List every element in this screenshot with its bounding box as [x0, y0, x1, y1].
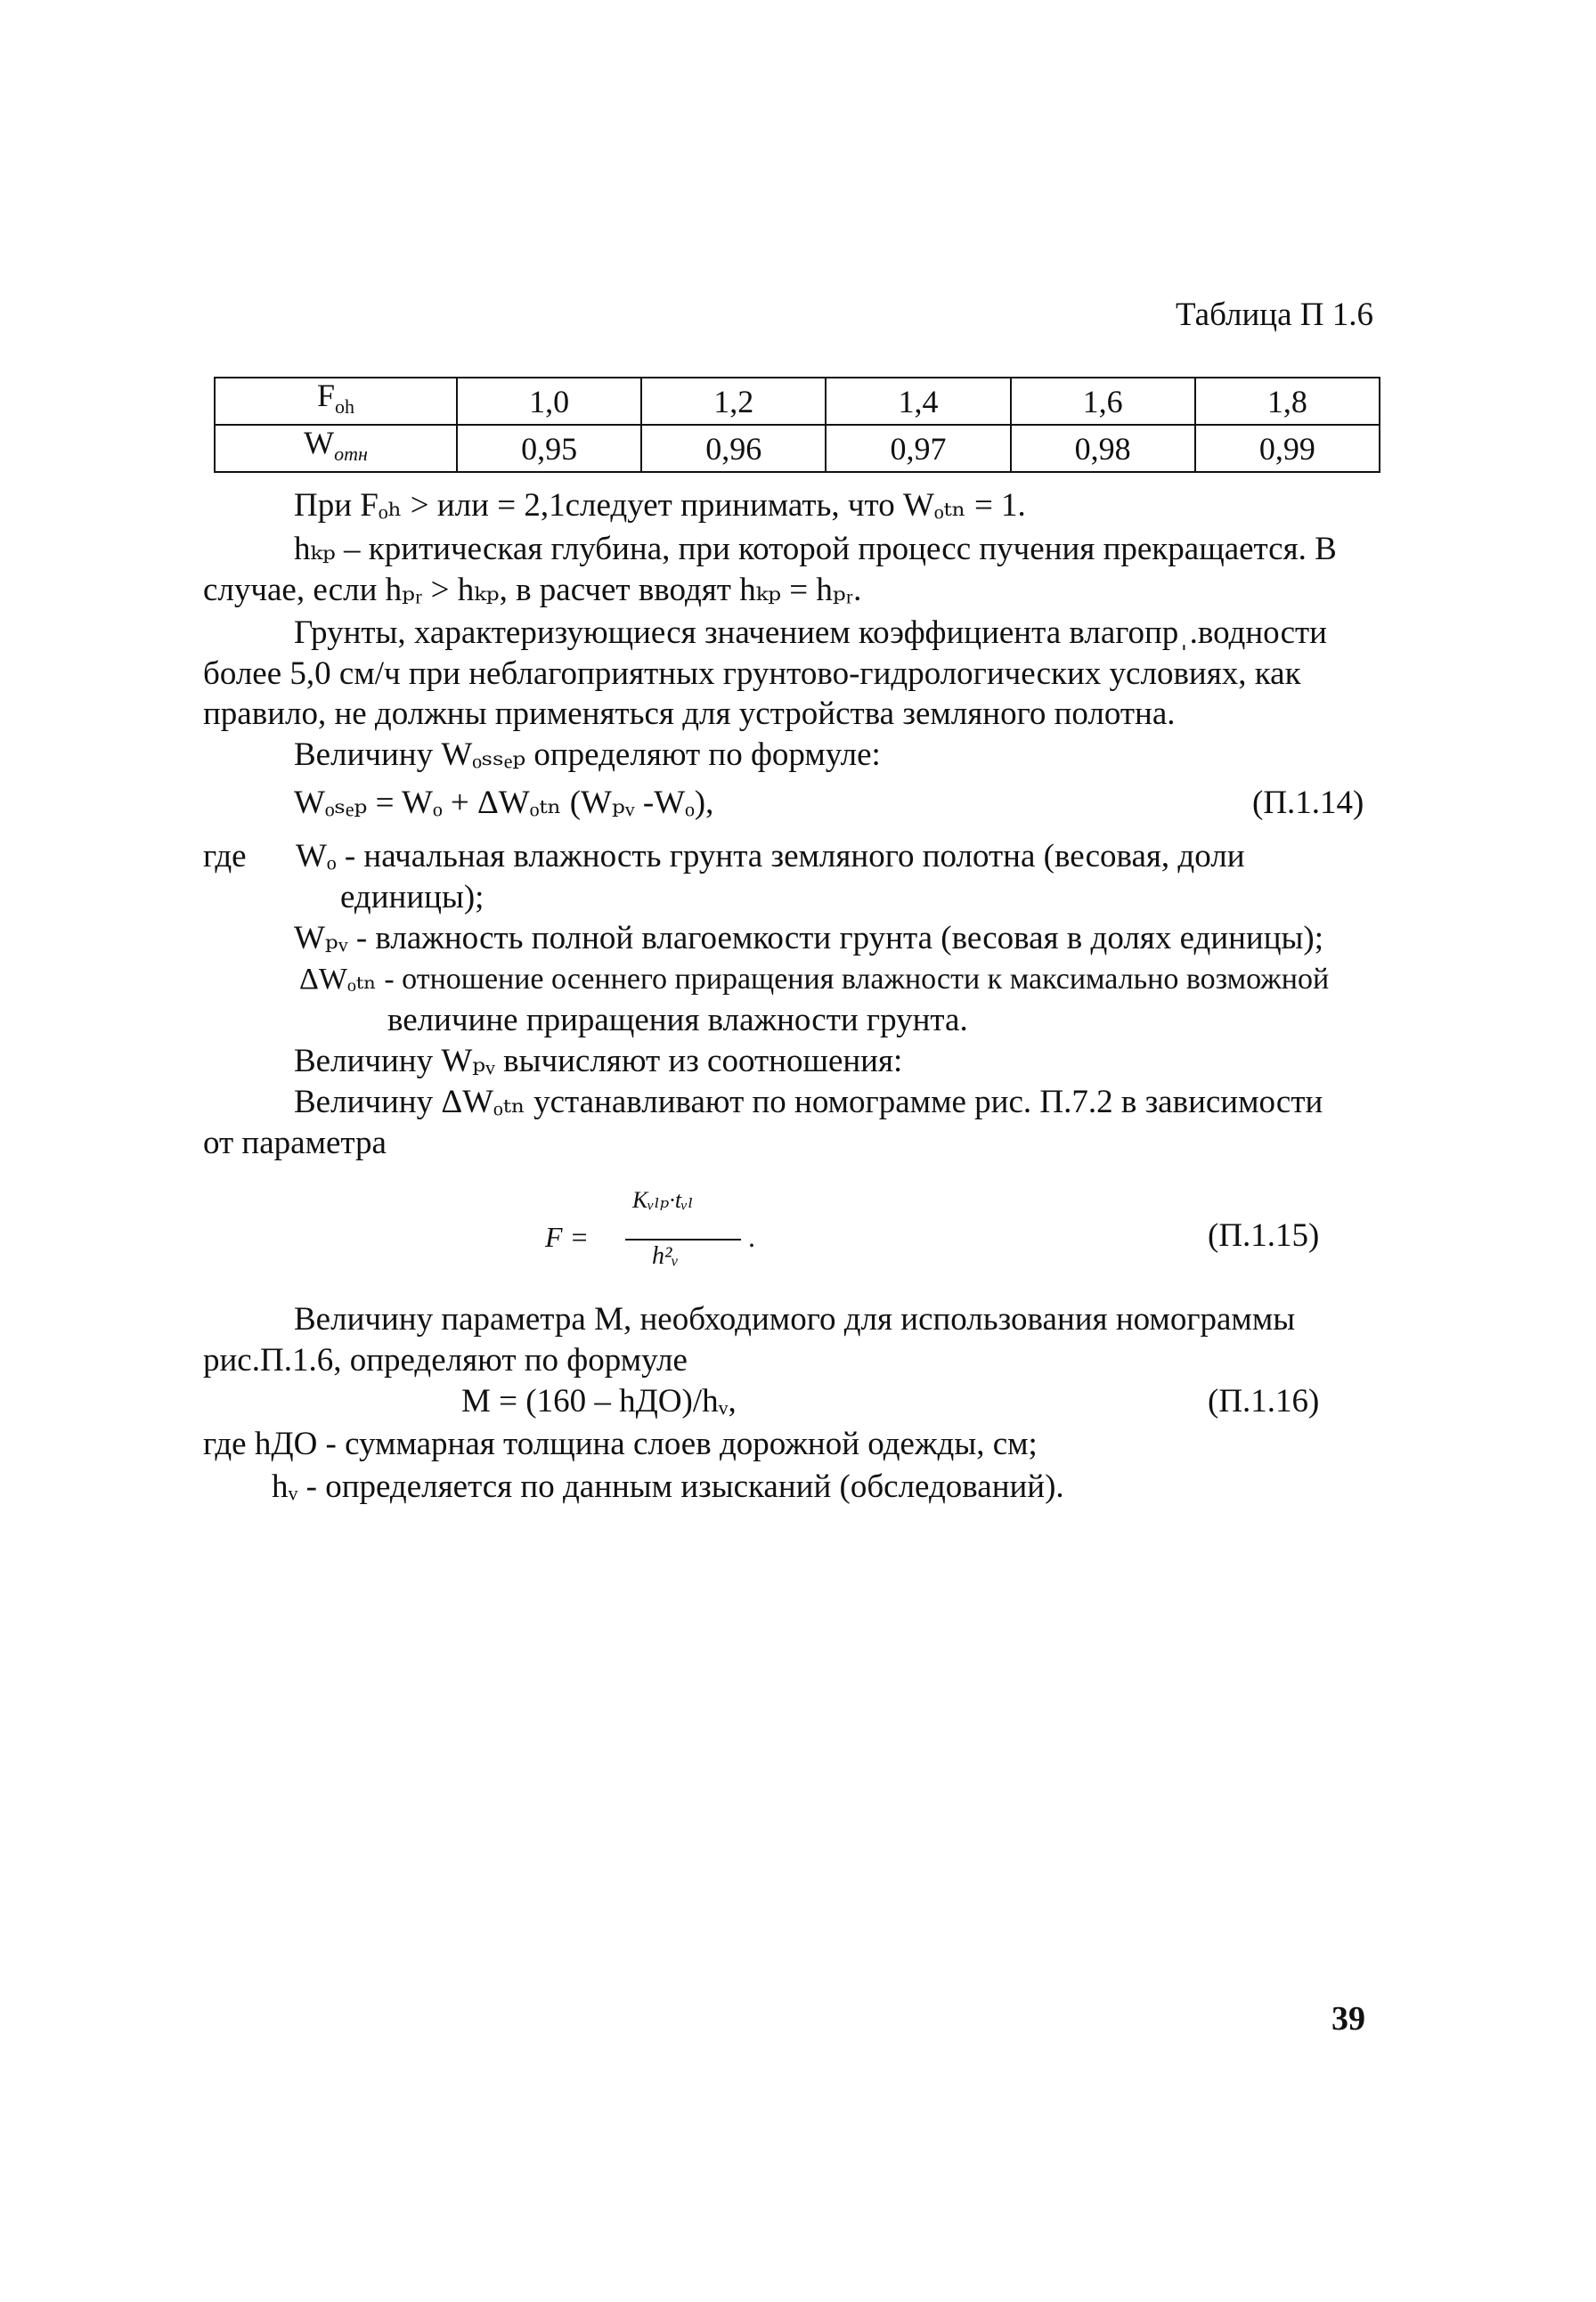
paragraph-p6a: Величину ΔWₒₜₙ устанавливают по номограмме рис. П.7.2 в зависимости [294, 1084, 1323, 1120]
equation-tail: . [748, 1221, 755, 1253]
row-header-foh: $F_{oh}$ [215, 378, 457, 425]
paragraph-p5: Величину Wₚᵥ вычисляют из соотношения: [294, 1043, 903, 1079]
equation-p1-16: M = (160 – hДО)/hᵥ, [461, 1383, 737, 1419]
equation-p1-14: Wₒₛₑₚ = Wₒ + ΔWₒₜₙ (Wₚᵥ -Wₒ), [294, 785, 714, 821]
table-cell: 0,99 [1195, 425, 1380, 472]
where-label: где [203, 838, 247, 874]
table-cell: 0,95 [457, 425, 641, 472]
definition-w0: Wₒ - начальная влажность грунта земляного полотна (весовая, доли [296, 838, 1245, 874]
definition-wpv: Wₚᵥ - влажность полной влагоемкости грунта (весовая в долях единицы); [294, 920, 1323, 956]
table-cell: 0,96 [641, 425, 826, 472]
definition-dwotn-cont: величине приращения влажности грунта. [387, 1002, 968, 1038]
table-row [215, 425, 1380, 472]
table-cell: 1,2 [641, 378, 826, 425]
paragraph-p1: При Fₒₕ > или = 2,1следует принимать, что Wₒₜₙ = 1. [294, 487, 1026, 524]
fraction-bar [625, 1239, 741, 1240]
equation-number: (П.1.16) [1208, 1383, 1320, 1419]
page-number: 39 [1331, 2000, 1365, 2038]
definition-dwotn: ΔWₒₜₙ - отношение осеннего приращения влажности к максимально возможной [299, 963, 1330, 996]
paragraph-p6b: от параметра [203, 1125, 387, 1161]
table-cell: 1,0 [457, 378, 641, 425]
paragraph-p4: Величину Wₒₛₛₑₚ определяют по формуле: [294, 736, 881, 773]
table-cell: 0,98 [1011, 425, 1195, 472]
table-cell: 1,4 [826, 378, 1010, 425]
paragraph-p7b: рис.П.1.6, определяют по формуле [203, 1342, 688, 1379]
paragraph-p7a: Величину параметра М, необходимого для использования номограммы [294, 1301, 1296, 1338]
equation-denominator: h²ᵥ [652, 1242, 680, 1270]
paragraph-p2b: случае, если hₚᵣ > hₖₚ, в расчет вводят hₖₚ = hₚᵣ. [203, 572, 862, 608]
paragraph-p3c: правило, не должны применяться для устройства земляного полотна. [203, 695, 1176, 732]
paragraph-p3a: Грунты, характеризующиеся значением коэффициента влагопрˌ.водности [294, 614, 1327, 651]
table-cell: 1,8 [1195, 378, 1380, 425]
paragraph-p3b: более 5,0 см/ч при неблагоприятных грунтово-гидрологических условиях, как [203, 655, 1301, 692]
definition-w0-cont: единицы); [340, 879, 484, 915]
table-caption: Таблица П 1.6 [1176, 297, 1373, 333]
table-row [215, 378, 1380, 425]
equation-p1-15 [534, 1187, 766, 1294]
table-cell: 0,97 [826, 425, 1010, 472]
equation-number: (П.1.14) [1252, 785, 1364, 821]
paragraph-p2a: hₖₚ – критическая глубина, при которой процесс пучения прекращается. В [294, 531, 1337, 567]
equation-lhs: F = [545, 1221, 590, 1253]
table-cell: 1,6 [1011, 378, 1195, 425]
equation-number: (П.1.15) [1208, 1217, 1320, 1254]
coefficient-table [214, 377, 1380, 473]
definition-hdo: где hДО - суммарная толщина слоев дорожной одежды, см; [203, 1426, 1038, 1462]
equation-numerator: Kᵥₗₚ·tᵥₗ [632, 1187, 694, 1213]
row-header-wotn: $W_{отн}$ [215, 425, 457, 472]
definition-hv: hᵥ - определяется по данным изысканий (обследований). [272, 1468, 1064, 1505]
